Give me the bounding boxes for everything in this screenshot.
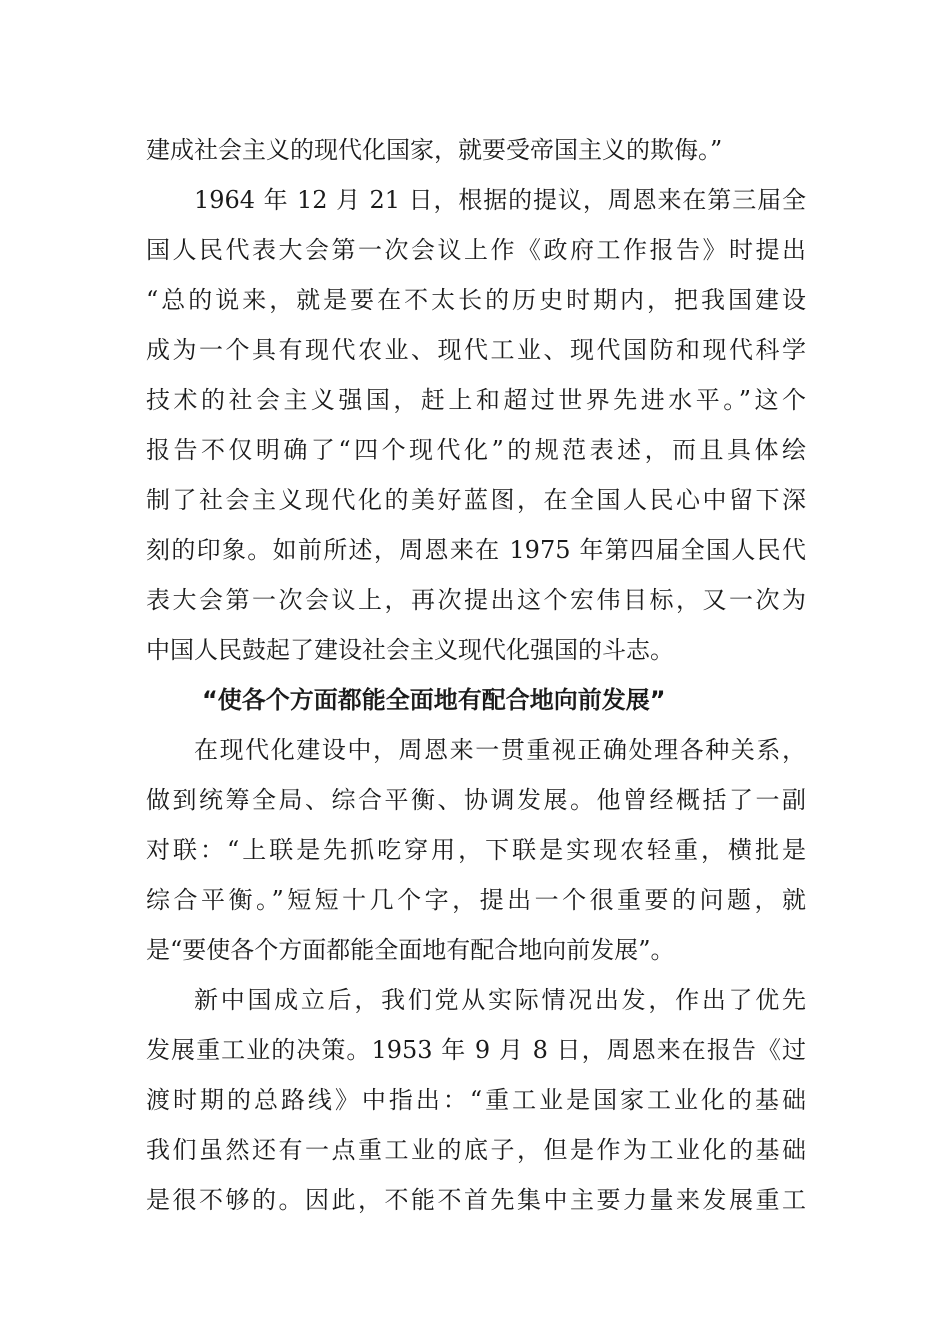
text-line: 新中国成立后，我们党从实际情况出发，作出了优先 bbox=[194, 986, 806, 1014]
text-line: 是很不够的。因此，不能不首先集中主要力量来发展重工 bbox=[146, 1186, 806, 1214]
text-line: 报告不仅明确了“四个现代化”的规范表述，而且具体绘 bbox=[146, 436, 806, 464]
text-line: 表大会第一次会议上，再次提出这个宏伟目标，又一次为 bbox=[146, 586, 806, 614]
paragraph-1 bbox=[146, 125, 806, 175]
text-line: 是“要使各个方面都能全面地有配合地向前发展”。 bbox=[146, 936, 675, 964]
text-line: “总的说来，就是要在不太长的历史时期内，把我国建设 bbox=[146, 286, 806, 314]
text-line: 1964 年 12 月 21 日，根据的提议，周恩来在第三届全 bbox=[194, 186, 806, 214]
text-line: 技术的社会主义强国，赶上和超过世界先进水平。”这个 bbox=[146, 386, 806, 414]
text-line: 发展重工业的决策。1953 年 9 月 8 日，周恩来在报告《过 bbox=[146, 1036, 806, 1064]
text-line: 我们虽然还有一点重工业的底子，但是作为工业化的基础 bbox=[146, 1136, 806, 1164]
text-line: 做到统筹全局、综合平衡、协调发展。他曾经概括了一副 bbox=[146, 786, 806, 814]
text-line: 在现代化建设中，周恩来一贯重视正确处理各种关系， bbox=[194, 736, 806, 764]
text-line: 中国人民鼓起了建设社会主义现代化强国的斗志。 bbox=[146, 636, 674, 664]
text-line: 刻的印象。如前所述，周恩来在 1975 年第四届全国人民代 bbox=[146, 536, 806, 564]
text-line: 对联：“上联是先抓吃穿用，下联是实现农轻重，横批是 bbox=[146, 836, 806, 864]
text-line: 国人民代表大会第一次会议上作《政府工作报告》时提出 bbox=[146, 236, 806, 264]
section-heading: “使各个方面都能全面地有配合地向前发展” bbox=[202, 686, 666, 714]
paragraph-3 bbox=[146, 725, 806, 975]
text-line: 成为一个具有现代农业、现代工业、现代国防和现代科学 bbox=[146, 336, 806, 364]
paragraph-2 bbox=[146, 175, 806, 675]
document-body bbox=[146, 125, 806, 1225]
paragraph-4 bbox=[146, 975, 806, 1225]
text-line: 综合平衡。”短短十几个字，提出一个很重要的问题，就 bbox=[146, 886, 806, 914]
text-line: 建成社会主义的现代化国家，就要受帝国主义的欺侮。” bbox=[146, 136, 723, 164]
text-line: 制了社会主义现代化的美好蓝图，在全国人民心中留下深 bbox=[146, 486, 806, 514]
text-line: 渡时期的总路线》中指出：“重工业是国家工业化的基础 bbox=[146, 1086, 806, 1114]
